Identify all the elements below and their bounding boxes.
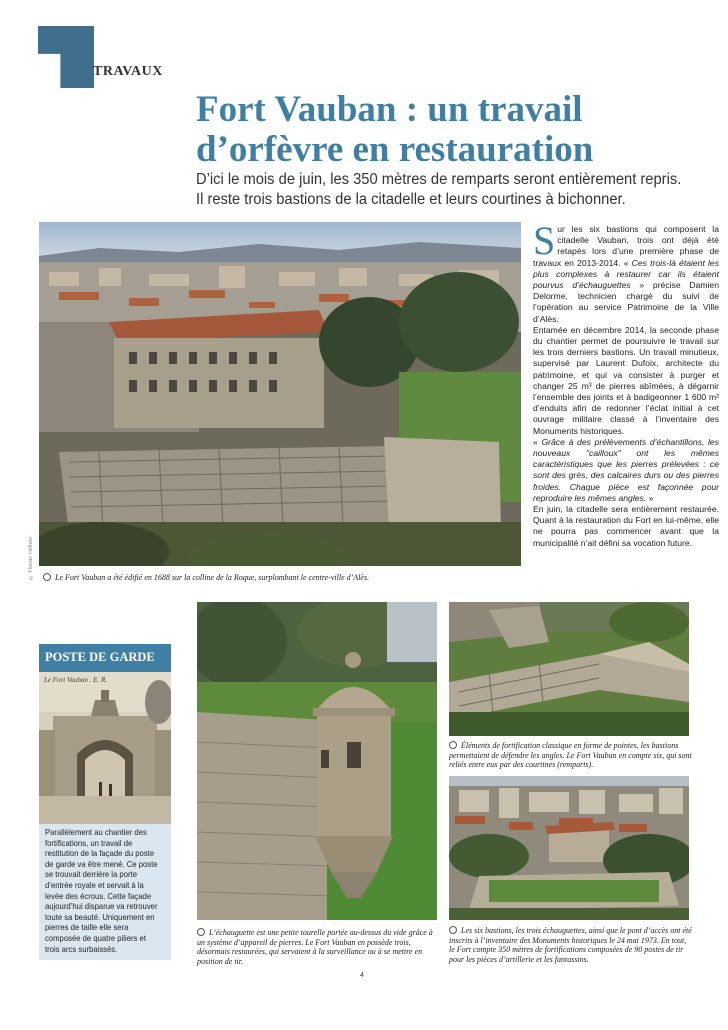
- article-body: [533, 218, 720, 549]
- photo-bastions: [449, 602, 689, 736]
- page-number: 4: [360, 972, 364, 979]
- article-paragraph-1: Sur les six bastions qui composent la citadelle Vauban, trois ont déjà été retapés lors d’une première phase de travaux en 2013-2014. « Ces trois-là étaient les plus complexes à restaurer car ils étaient pourvus d’échauguettes » précise Damien Delorme, technicien chargé du suivi de l’opération au service Patrimoine de la Ville d’Alès.: [533, 218, 719, 324]
- caption-echauguette: L’échauguette est une petite tourelle portée au-dessus du vide grâce à un système d’appareil de pierres. Le Fort Vauban en possède trois, désormais restaurées, qui servaient à la surveillance ou à se mettre en position de tir.: [197, 928, 433, 966]
- sidebar-title: POSTE DE GARDE: [45, 650, 155, 664]
- postcard-image: [39, 672, 171, 824]
- subtitle: [196, 170, 690, 210]
- camera-icon: [43, 573, 51, 581]
- photo-aerial-bastions: [449, 776, 689, 920]
- title-line-2: d’orfèvre en restauration: [196, 129, 594, 170]
- caption-main-photo: Le Fort Vauban a été édifié en 1688 sur la colline de la Roque, surplombant le centre-ville d’Alès.: [43, 573, 683, 583]
- article-paragraph-2: Entamée en décembre 2014, la seconde phase du chantier permet de poursuivre le travail sur les trois derniers bastions. Un travail minutieux, supervisé par Laurent Dufoix, architecte du patrimoine, et qui va consister à purger et changer 25 m³ de pierres abîmées, à dégarnir l’ensemble des joints et à badigeonner 1 600 m² d’enduits afin de redonner l’éclat initial à cet ouvrage militaire classé à l’inventaire des Monuments historiques.: [533, 324, 719, 436]
- subtitle-line-2: Il reste trois bastions de la citadelle et leurs courtines à bichonner.: [196, 191, 626, 208]
- page-title: [196, 90, 716, 170]
- sidebar-text: Parallèlement au chantier des fortifications, un travail de restitution de la façade du poste de garde va être mené. Ce poste se trouvait derrière la porte d’entrée royale et servait à la levée des écrous. Cette façade aujourd’hui disparue va retrouver toute sa beauté. Uniquement en pierres de taille elle sera composée de quatre piliers et trois arcs surbaissés.: [45, 828, 158, 954]
- section-label: TRAVAUX: [93, 64, 163, 79]
- corner-bracket-icon: [38, 26, 94, 88]
- subtitle-line-1: D’ici le mois de juin, les 350 mètres de remparts seront entièrement repris.: [196, 171, 682, 188]
- camera-icon: [197, 928, 205, 936]
- main-photo-fort-aerial: [39, 222, 521, 566]
- postcard-label: Le Fort Vauban . E. R.: [44, 676, 107, 684]
- article-paragraph-3: « Grâce à des prélèvements d’échantillons, les nouveaux "cailloux" ont les mêmes caractéristiques que les pierres prélevées : ce sont des grès, des calcaires durs ou des pierres froides. Chaque pièce est façonnée pour reproduire les mêmes angles. »: [533, 436, 720, 503]
- camera-icon: [449, 926, 457, 934]
- photo-echauguette: [197, 602, 437, 920]
- camera-icon: [449, 741, 457, 749]
- drop-cap: S: [533, 218, 556, 263]
- caption-aerial: Les six bastions, les trois échauguettes, ainsi que le pont d’accès ont été inscrits à l’inventaire des Monuments historiques le 24 mai 1973. En tout, le Fort compte 350 mètres de fortifications composées de 90 postes de tir pour les pièces d’artillerie et les fantassins.: [449, 926, 692, 964]
- photo-credit: © Florian Hellebr: [28, 536, 34, 580]
- title-line-1: Fort Vauban : un travail: [196, 89, 583, 130]
- caption-bastions: Éléments de fortification classique en forme de pointes, les bastions permettaient de défendre les angles. Le Fort Vauban en compte six, qui sont reliés entre eux par des courtines (remparts).: [449, 741, 692, 770]
- article-paragraph-4: En juin, la citadelle sera entièrement restaurée. Quant à la restauration du Fort en lui-même, elle ne pourra pas commencer avant que la municipalité n’ait défini sa vocation future.: [533, 504, 719, 548]
